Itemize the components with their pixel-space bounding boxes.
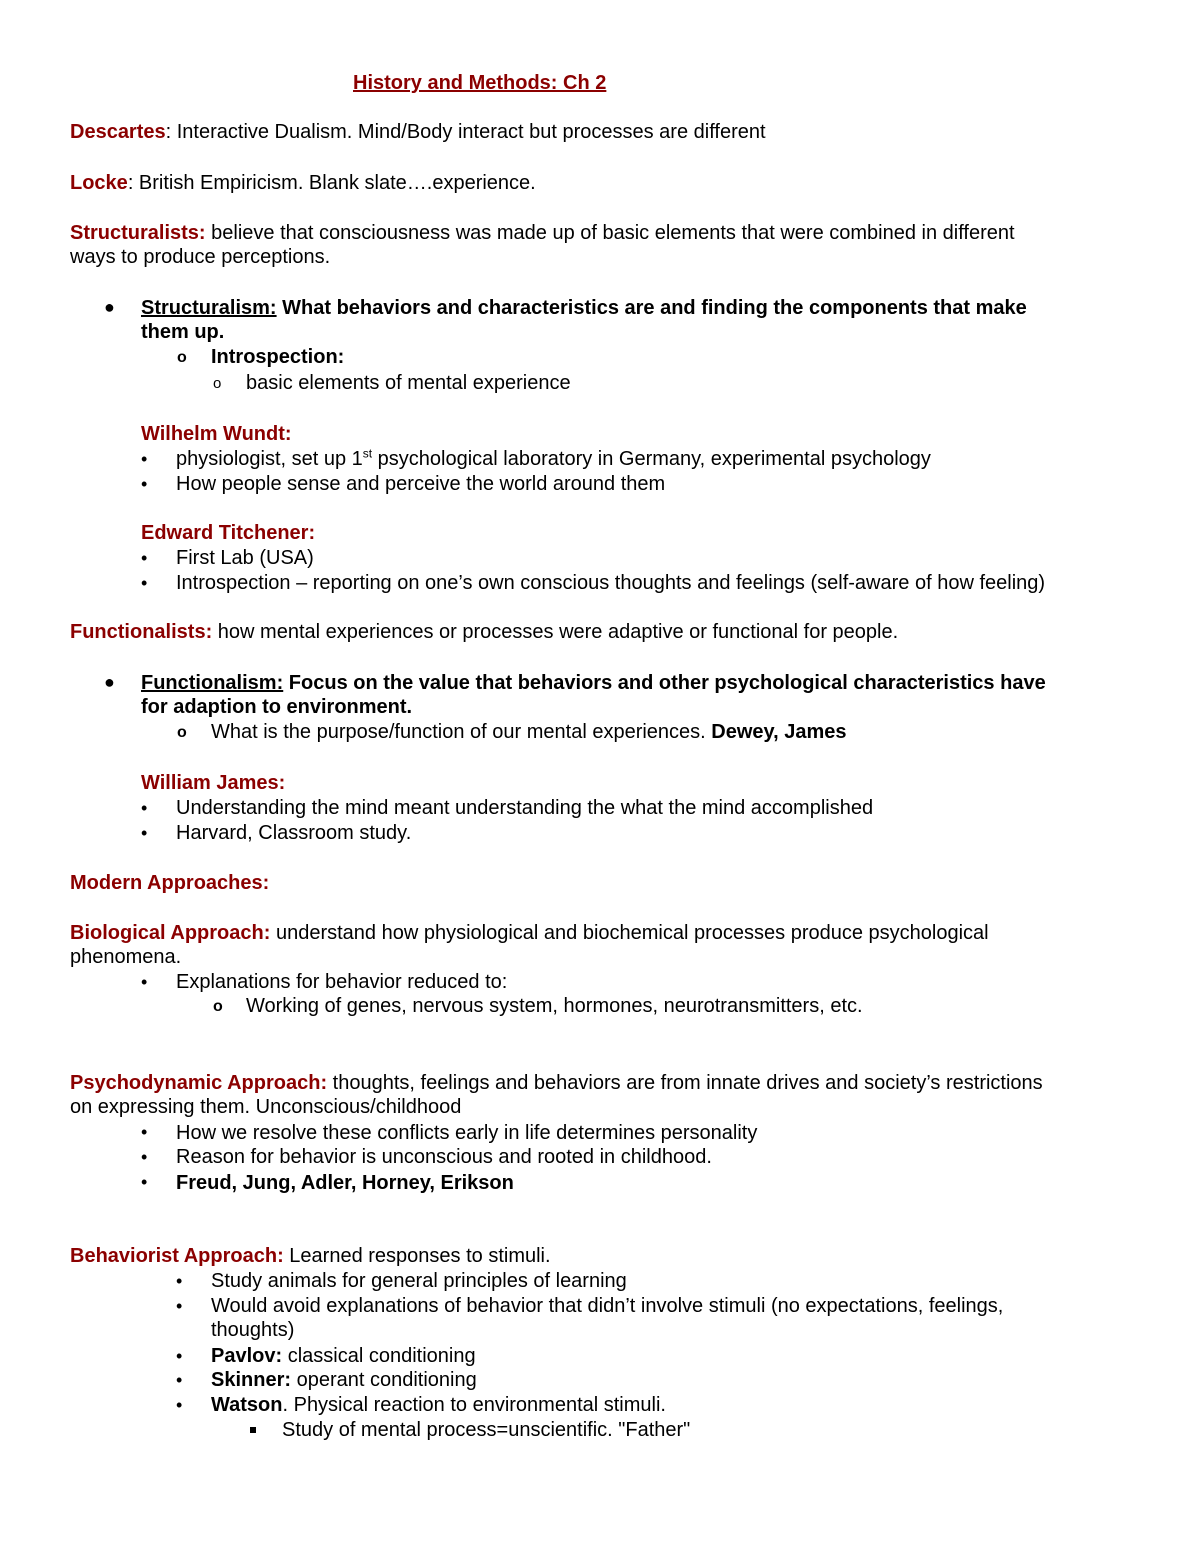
bullet-icon: • [141,823,148,843]
structuralism-line [141,296,1027,320]
bullet-icon: • [141,1147,148,1167]
james-item-1: Understanding the mind meant understanding the what the mind accomplished [176,797,874,819]
psychodynamic-item-1: How we resolve these conflicts early in life determines personality [176,1122,758,1144]
psychodynamic-line [70,1071,1043,1095]
bullet-icon: • [176,1271,183,1291]
circle-bullet-icon: o [177,349,187,366]
bullet-icon: • [176,1296,183,1316]
behaviorist-line [70,1244,551,1268]
biological-line [70,921,989,945]
james-item-2: Harvard, Classroom study. [176,822,412,844]
psychodynamic-term: Psychodynamic Approach: [70,1072,328,1094]
psychodynamic-item-2: Reason for behavior is unconscious and rooted in childhood. [176,1146,712,1168]
wundt-item-1-b: psychological laboratory in Germany, experimental psychology [372,448,931,470]
functionalism-sub [211,720,847,744]
skinner-text: operant conditioning [291,1369,477,1391]
psychodynamic-item-3: Freud, Jung, Adler, Horney, Erikson [176,1172,514,1194]
bullet-icon: • [176,1346,183,1366]
biological-sub-1: Working of genes, nervous system, hormones, neurotransmitters, etc. [246,995,863,1017]
bullet-icon: • [141,573,148,593]
psychodynamic-text-cont: on expressing them. Unconscious/childhood [70,1096,462,1118]
introspection-label: Introspection: [211,346,345,368]
circle-bullet-icon: o [213,998,223,1015]
modern-approaches-heading: Modern Approaches: [70,872,270,894]
bullet-icon: • [176,1395,183,1415]
locke-text: : British Empiricism. Blank slate….experience. [127,172,536,194]
watson-text: . Physical reaction to environmental stimuli. [282,1394,666,1416]
bullet-icon: ● [104,672,115,692]
pavlov-name: Pavlov: [211,1345,283,1367]
circle-bullet-icon: o [213,375,222,392]
biological-text-cont: phenomena. [70,946,182,968]
square-bullet-icon [250,1427,256,1433]
bullet-icon: • [141,1122,148,1142]
structuralism-term: Structuralism: [141,297,277,319]
functionalism-sub-bold: Dewey, James [711,721,847,743]
skinner-name: Skinner: [211,1369,292,1391]
descartes-line [70,120,766,144]
james-name: William James: [141,772,286,794]
bullet-icon: • [141,972,148,992]
skinner-item [211,1368,477,1392]
structuralists-line [70,221,1015,245]
wundt-item-1-sup: st [362,446,373,461]
structuralists-term: Structuralists: [70,222,206,244]
functionalism-text: Focus on the value that behaviors and other psychological characteristics have [283,672,1046,694]
wundt-name: Wilhelm Wundt: [141,423,292,445]
behaviorist-text: Learned responses to stimuli. [283,1245,551,1267]
behaviorist-item-2-cont: thoughts) [211,1319,295,1341]
pavlov-text: classical conditioning [282,1345,476,1367]
functionalism-line [141,671,1046,695]
bullet-icon: • [141,474,148,494]
locke-term: Locke [70,172,128,194]
structuralists-text-cont: ways to produce perceptions. [70,246,331,268]
wundt-item-1 [176,447,931,471]
behaviorist-item-2: Would avoid explanations of behavior that didn’t involve stimuli (no expectations, feelings, [211,1295,1004,1317]
behaviorist-term: Behaviorist Approach: [70,1245,284,1267]
titchener-item-2: Introspection – reporting on one’s own conscious thoughts and feelings (self-aware of how feeling) [176,572,1046,594]
biological-term: Biological Approach: [70,922,271,944]
bullet-icon: • [141,449,148,469]
wundt-item-1-a: physiologist, set up 1 [176,448,363,470]
bullet-icon: • [141,798,148,818]
circle-bullet-icon: o [177,724,187,741]
bullet-icon: • [176,1370,183,1390]
functionalism-sub-text: What is the purpose/function of our mental experiences. [211,721,712,743]
biological-item-1: Explanations for behavior reduced to: [176,971,508,993]
descartes-term: Descartes [70,121,166,143]
bullet-icon: • [141,548,148,568]
titchener-name: Edward Titchener: [141,522,316,544]
structuralists-text: believe that consciousness was made up of basic elements that were combined in different [205,222,1015,244]
functionalists-line [70,620,898,644]
functionalism-text-cont: for adaption to environment. [141,696,413,718]
introspection-sub: basic elements of mental experience [246,372,571,394]
functionalists-text: how mental experiences or processes were adaptive or functional for people. [212,621,899,643]
pavlov-item [211,1344,476,1368]
locke-line [70,171,536,195]
structuralism-text-cont: them up. [141,321,225,343]
descartes-text: : Interactive Dualism. Mind/Body interact but processes are different [165,121,766,143]
functionalists-term: Functionalists: [70,621,213,643]
titchener-item-1: First Lab (USA) [176,547,314,569]
functionalism-term: Functionalism: [141,672,284,694]
structuralism-text: What behaviors and characteristics are and finding the components that make [276,297,1027,319]
page-title: History and Methods: Ch 2 [353,72,607,94]
watson-name: Watson [211,1394,283,1416]
bullet-icon: ● [104,297,115,317]
biological-text: understand how physiological and biochemical processes produce psychological [270,922,989,944]
psychodynamic-text: thoughts, feelings and behaviors are from innate drives and society’s restrictions [327,1072,1043,1094]
watson-item [211,1393,666,1417]
wundt-item-2: How people sense and perceive the world around them [176,473,666,495]
bullet-icon: • [141,1172,148,1192]
watson-sub: Study of mental process=unscientific. "Father" [282,1419,691,1441]
behaviorist-item-1: Study animals for general principles of learning [211,1270,627,1292]
